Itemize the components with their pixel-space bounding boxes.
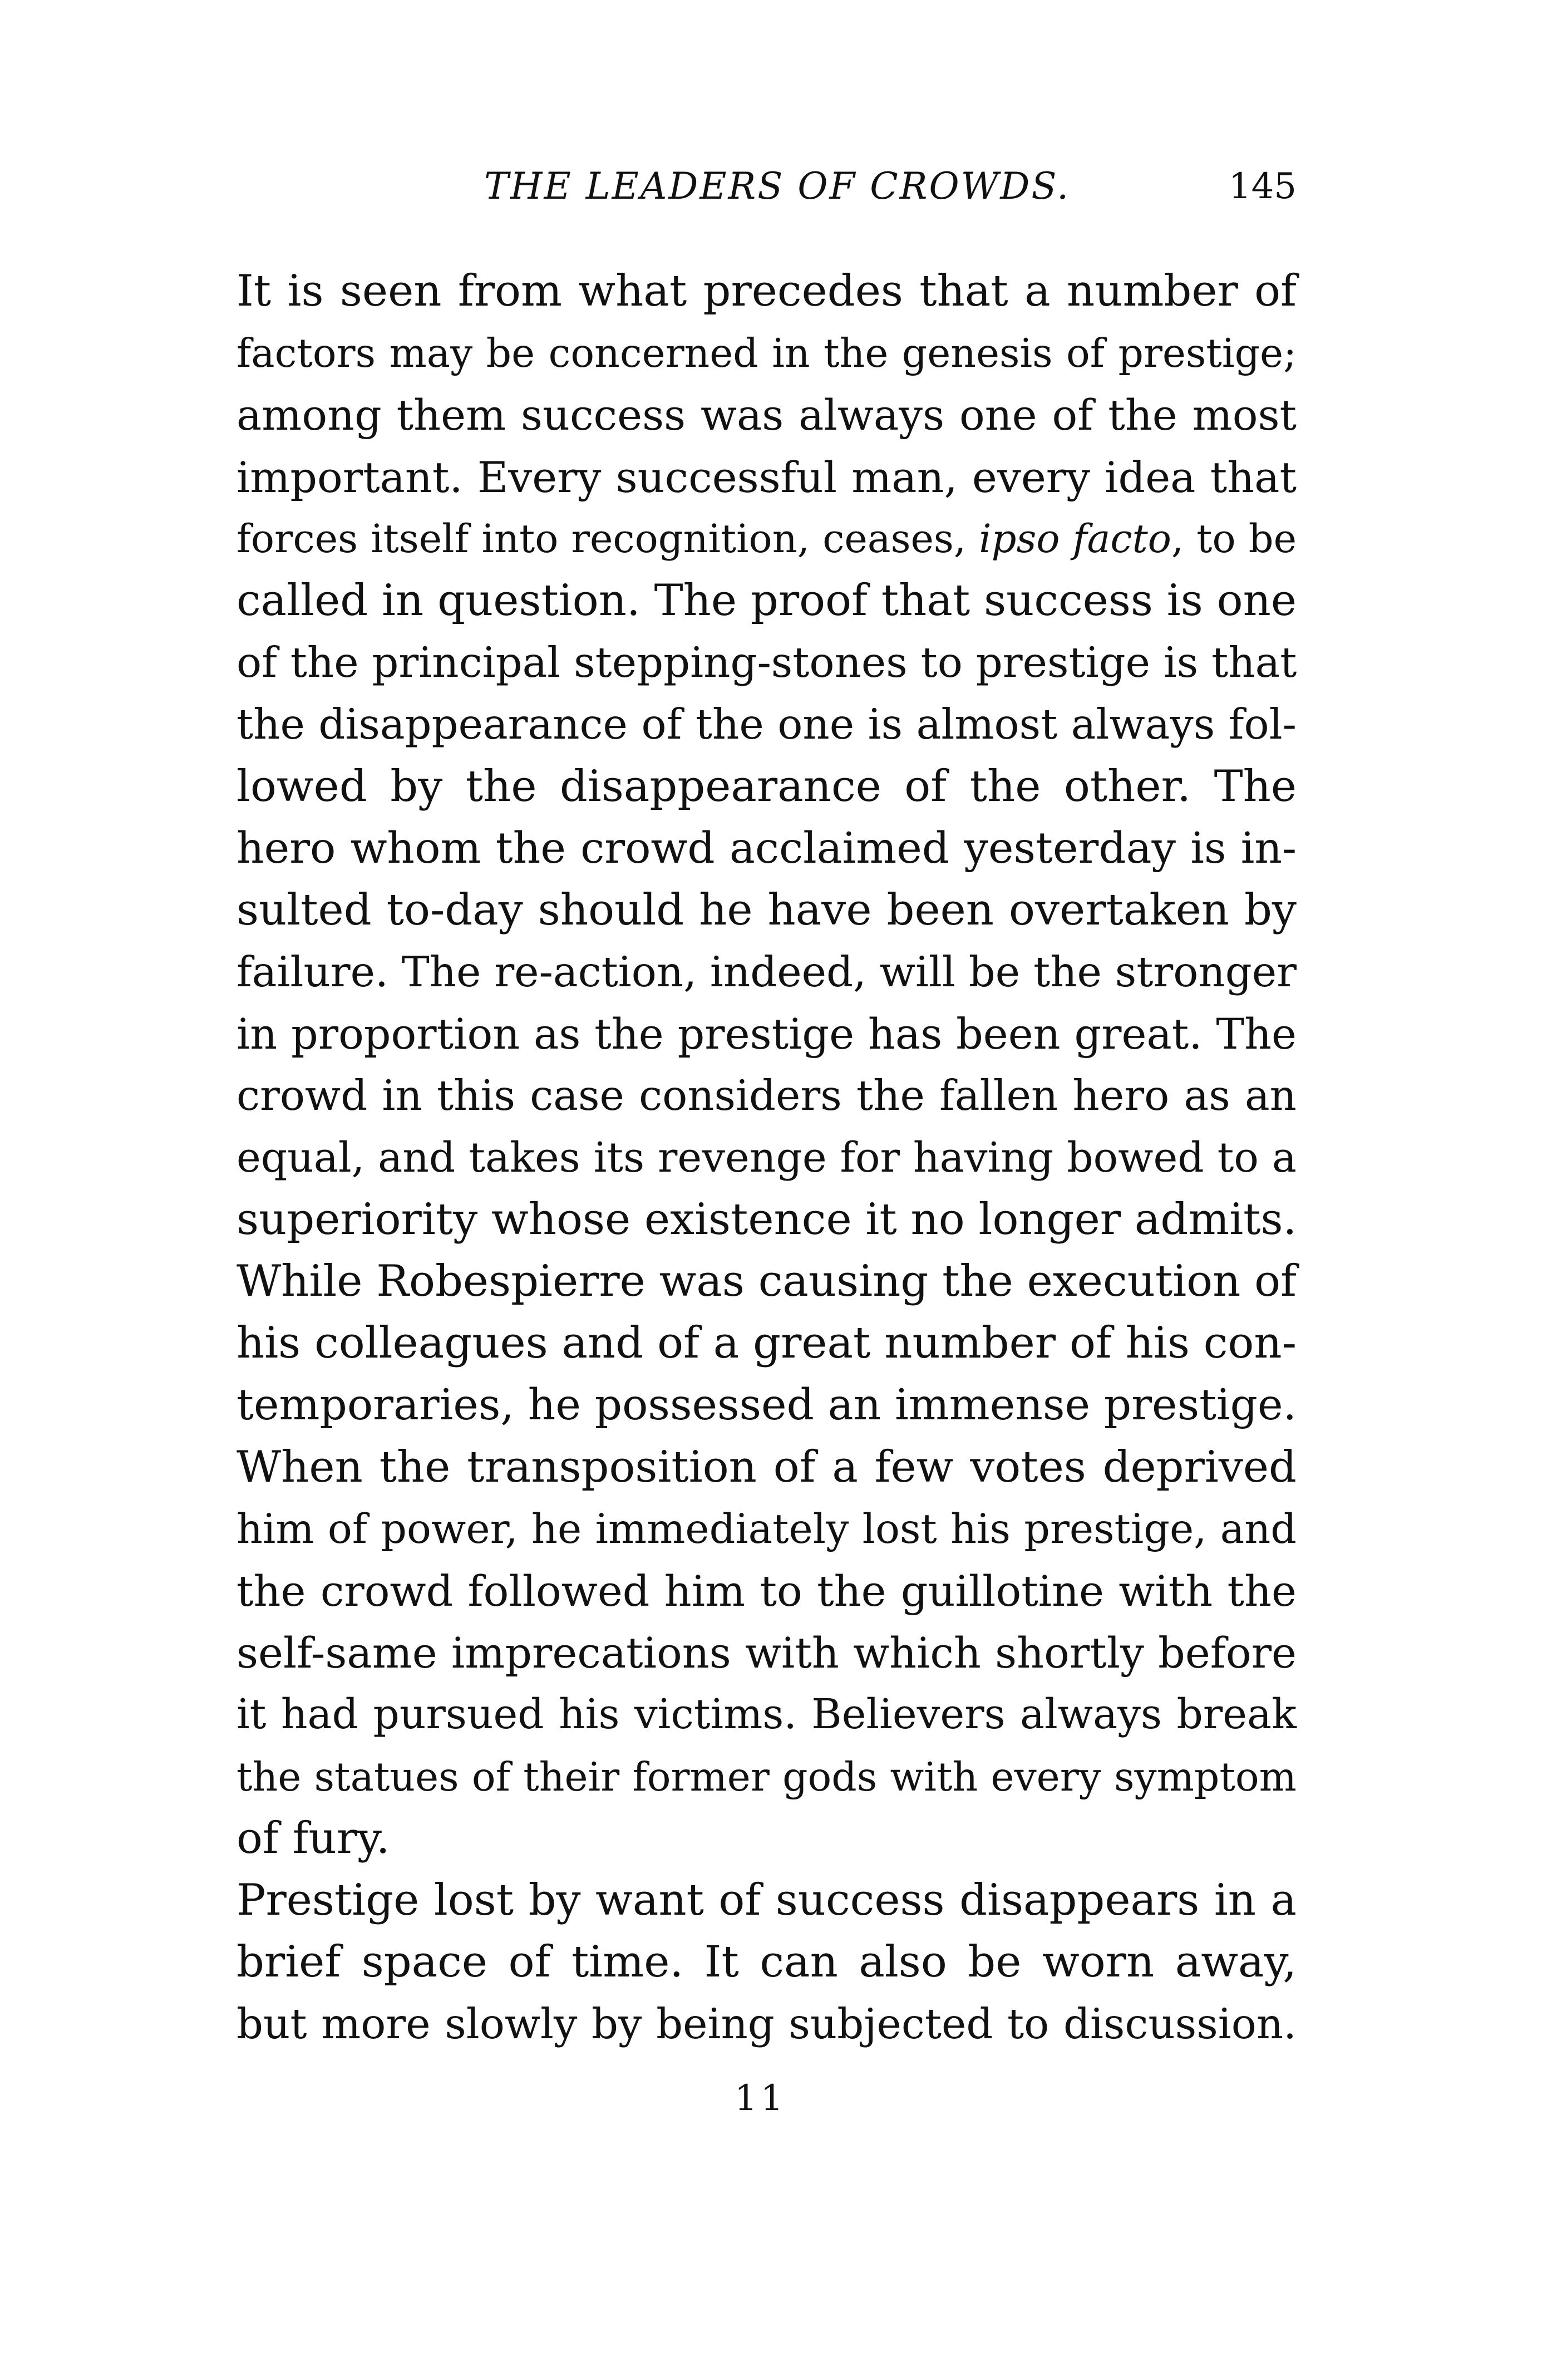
text-line: It is seen from what precedes that a number of (236, 266, 1297, 316)
text-line: lowed by the disappearance of the other. The (236, 761, 1297, 812)
text-line: superiority whose existence it no longer admits. (236, 1194, 1297, 1245)
text-line: crowd in this case considers the fallen hero as an (236, 1071, 1297, 1120)
text-line: the disappearance of the one is almost always fol- (236, 700, 1297, 749)
signature-mark: 11 (735, 2078, 787, 2119)
text-line: it had pursued his victims. Believers always break (236, 1690, 1297, 1739)
text-line: in proportion as the prestige has been great. The (236, 1009, 1297, 1059)
paragraph (236, 1870, 1297, 2056)
body-text (236, 260, 1297, 2055)
text-line: When the transposition of a few votes deprived (236, 1442, 1297, 1492)
text-line: sulted to-day should he have been overtaken by (236, 884, 1297, 935)
text-line: factors may be concerned in the genesis of prestige; (236, 330, 1297, 377)
text-line: While Robespierre was causing the execution of (236, 1256, 1297, 1306)
text-line: his colleagues and of a great number of his con- (236, 1318, 1297, 1369)
text-line: of the principal stepping-stones to prestige is that (236, 638, 1297, 687)
text-line: among them success was always one of the most (236, 390, 1297, 440)
text-line: the crowd followed him to the guillotine with the (236, 1566, 1297, 1616)
text-line: forces itself into recognition, ceases, ipso facto, to be (236, 515, 1297, 562)
page-number: 145 (1228, 166, 1297, 207)
italic-phrase: ipso facto (979, 515, 1171, 562)
running-head: THE LEADERS OF CROWDS. (484, 165, 1071, 208)
text-line: important. Every successful man, every idea that (236, 452, 1297, 502)
paragraph (236, 260, 1297, 1870)
text-line: the statues of their former gods with every symptom (236, 1753, 1297, 1800)
text-line: temporaries, he possessed an immense prestige. (236, 1380, 1297, 1430)
text-line: but more slowly by being subjected to discussion. (236, 1999, 1297, 2049)
text-line: of fury. (236, 1813, 390, 1863)
page-header (234, 164, 1297, 209)
text-line: Prestige lost by want of success disappears in a (236, 1875, 1297, 1925)
text-line: equal, and takes its revenge for having bowed to a (236, 1133, 1297, 1182)
text-line: failure. The re-action, indeed, will be the stronger (236, 947, 1297, 997)
text-line: self-same imprecations with which shortly before (236, 1628, 1297, 1678)
text-line: him of power, he immediately lost his prestige, and (236, 1505, 1297, 1553)
text-line: brief space of time. It can also be worn away, (236, 1937, 1297, 1988)
text-line: called in question. The proof that success is one (236, 575, 1297, 626)
text-line: hero whom the crowd acclaimed yesterday is in- (236, 823, 1297, 873)
